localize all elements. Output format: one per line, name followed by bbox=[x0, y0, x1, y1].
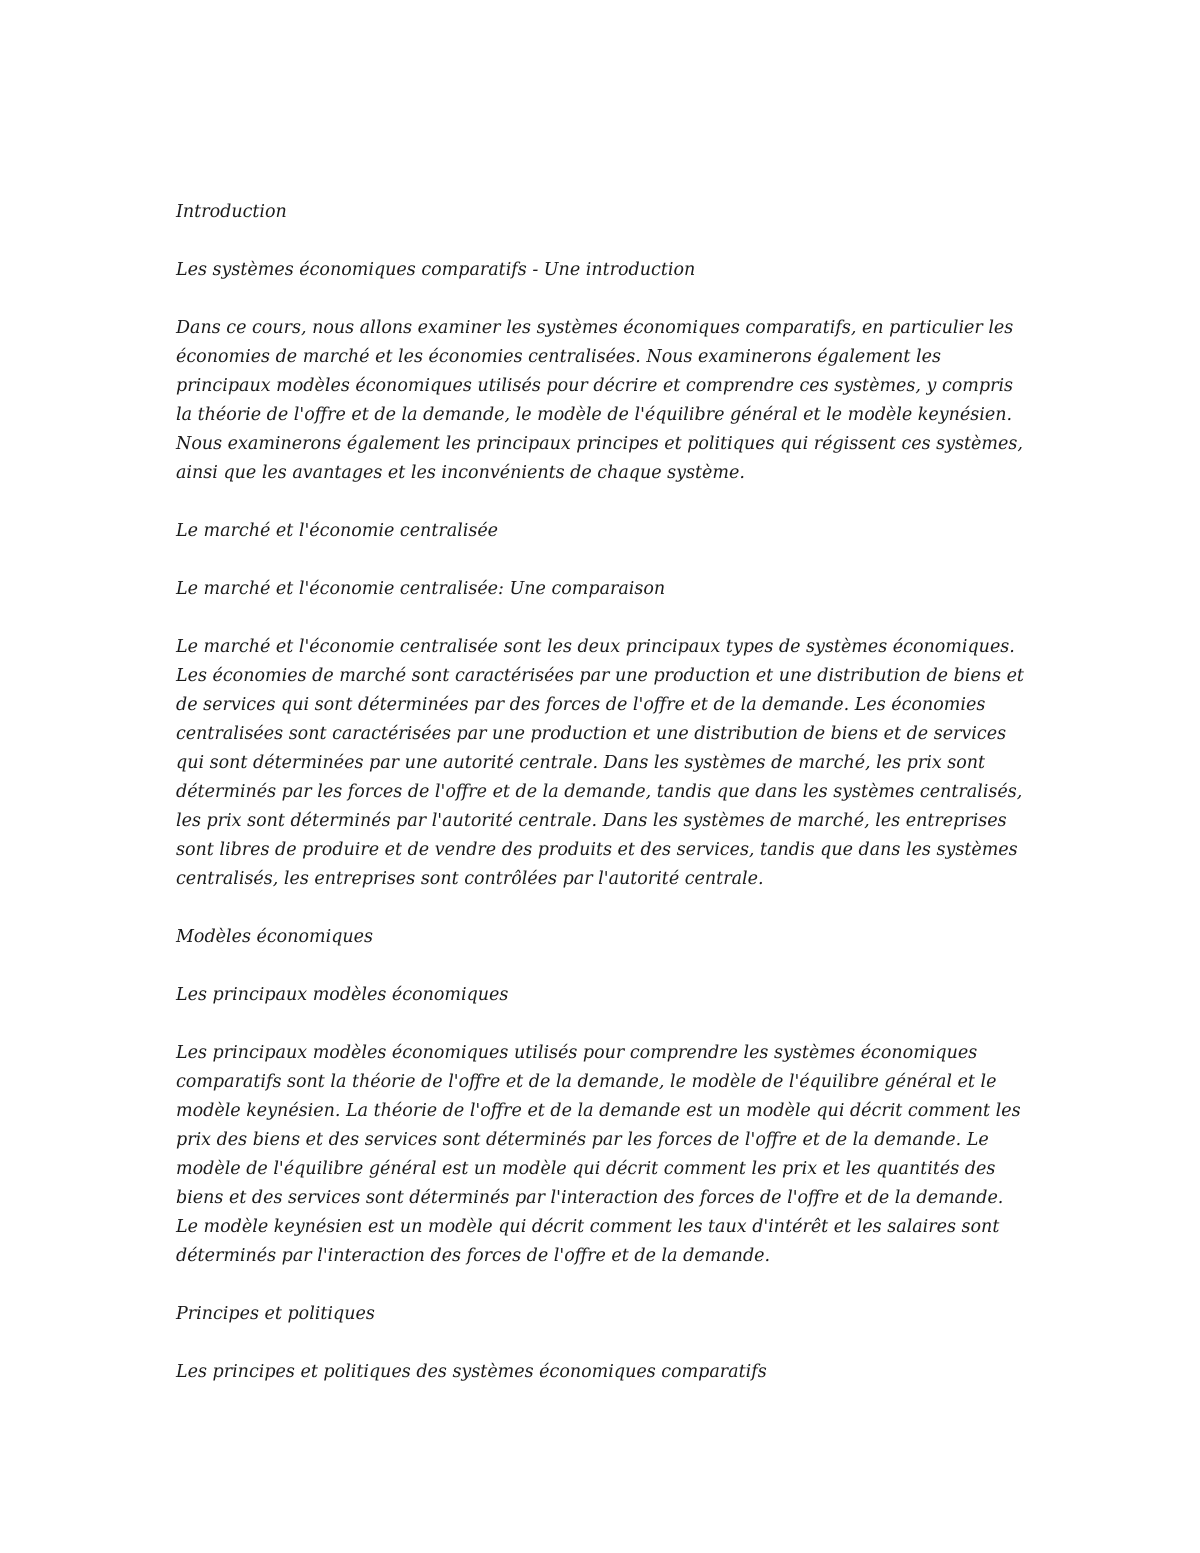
section-heading-marche: Le marché et l'économie centralisée bbox=[176, 521, 499, 541]
subsection-heading-marche: Le marché et l'économie centralisée: Une comparaison bbox=[176, 579, 666, 599]
subsection-heading-modeles: Les principaux modèles économiques bbox=[176, 985, 509, 1005]
paragraph-introduction: Dans ce cours, nous allons examiner les systèmes économiques comparatifs, en particulier les économies de marché et les économies centralisées. Nous examinerons également les principaux modèles économiques utilisés pour décrire et comprendre ces systèmes, y compris la théorie de l'offre et de la demande, le modèle de l'équilibre général et le modèle keynésien. Nous examinerons également les principaux principes et politiques qui régissent ces systèmes, ainsi que les avantages et les inconvénients de chaque système. bbox=[176, 318, 1023, 483]
section-heading-principes: Principes et politiques bbox=[176, 1304, 375, 1324]
subsection-heading-principes: Les principes et politiques des systèmes économiques comparatifs bbox=[176, 1362, 767, 1382]
section-heading-introduction: Introduction bbox=[176, 202, 287, 222]
document-body bbox=[176, 198, 1026, 1416]
paragraph-modeles: Les principaux modèles économiques utilisés pour comprendre les systèmes économiques comparatifs sont la théorie de l'offre et de la demande, le modèle de l'équilibre général et le modèle keynésien. La théorie de l'offre et de la demande est un modèle qui décrit comment les prix des biens et des services sont déterminés par les forces de l'offre et de la demande. Le modèle de l'équilibre général est un modèle qui décrit comment les prix et les quantités des biens et des services sont déterminés par l'interaction des forces de l'offre et de la demande. Le modèle keynésien est un modèle qui décrit comment les taux d'intérêt et les salaires sont déterminés par l'interaction des forces de l'offre et de la demande. bbox=[176, 1043, 1021, 1266]
subsection-heading-introduction: Les systèmes économiques comparatifs - Une introduction bbox=[176, 260, 696, 280]
section-heading-modeles: Modèles économiques bbox=[176, 927, 374, 947]
paragraph-marche: Le marché et l'économie centralisée sont les deux principaux types de systèmes économiques. Les économies de marché sont caractérisées par une production et une distribution de biens et de services qui sont déterminées par des forces de l'offre et de la demande. Les économies centralisées sont caractérisées par une production et une distribution de biens et de services qui sont déterminées par une autorité centrale. Dans les systèmes de marché, les prix sont déterminés par les forces de l'offre et de la demande, tandis que dans les systèmes centralisés, les prix sont déterminés par l'autorité centrale. Dans les systèmes de marché, les entreprises sont libres de produire et de vendre des produits et des services, tandis que dans les systèmes centralisés, les entreprises sont contrôlées par l'autorité centrale. bbox=[176, 637, 1024, 889]
